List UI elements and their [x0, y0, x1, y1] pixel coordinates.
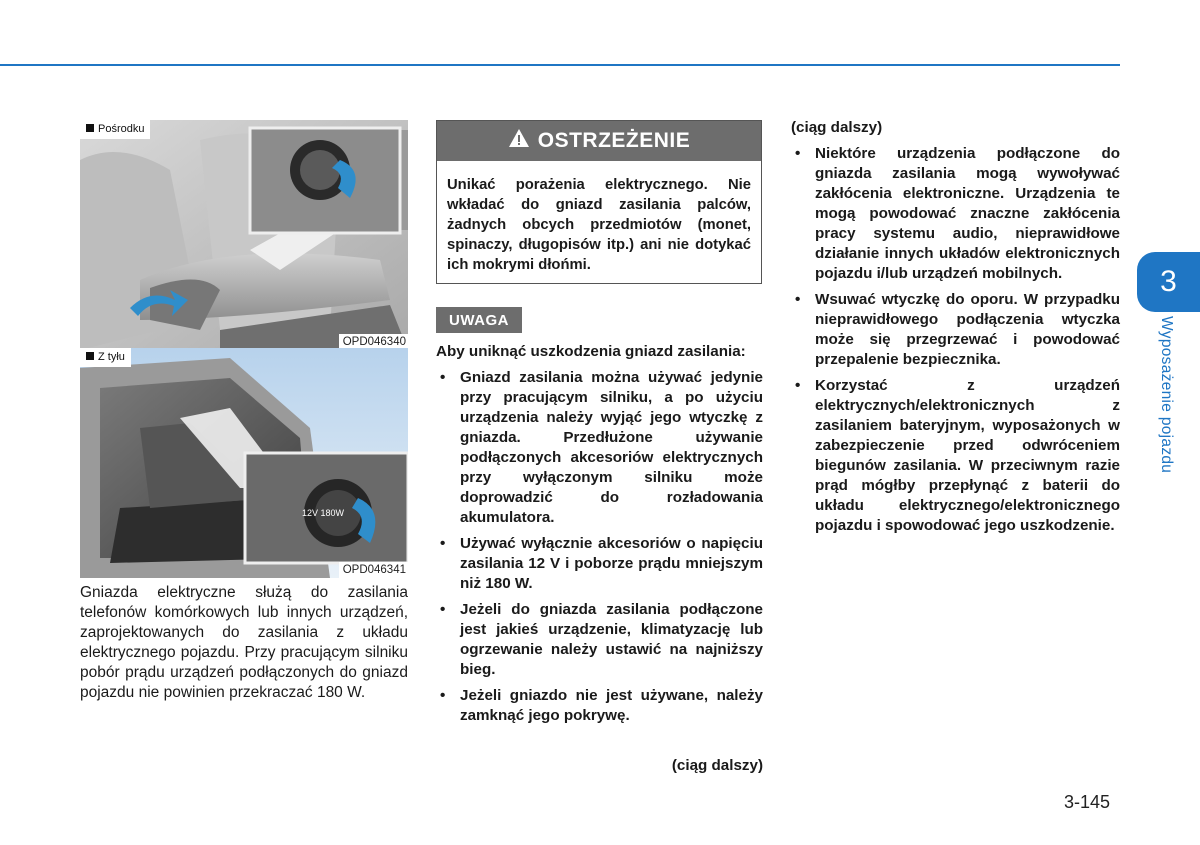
chapter-title: Wyposażenie pojazdu: [1158, 316, 1175, 474]
warning-title: OSTRZEŻENIE: [537, 129, 691, 152]
list-item: • Gniazd zasilania można używać jedynie przy pracującym silniku, a po użyciu urządzenia należy wyjąć jego wtyczkę z gniazda. Przedłużone używanie podłączonych akcesoriów elektrycznych przy wyłączonym silniku może doprowadzić do rozładowania akumulatora.: [436, 368, 763, 528]
chapter-tab: 3: [1137, 252, 1200, 312]
warning-box: [436, 120, 762, 284]
trunk-photo: [80, 348, 408, 578]
figure-tag: Pośrodku: [80, 120, 150, 139]
figure-tag: Z tyłu: [80, 348, 131, 367]
intro-paragraph: Gniazda elektryczne służą do zasilania telefonów komórkowych lub innych urządzeń, zaprojektowanych do zasilania z układu elektrycznego pojazdu. Przy pracującym silniku pobór prądu urządzeń podłączonych do gniazd pojazdu nie powinien przekraczać 180 W.: [80, 584, 408, 701]
console-photo: [80, 120, 408, 350]
warning-header: [437, 121, 761, 161]
continued-marker: (ciąg dalszy): [791, 119, 883, 136]
caution-intro: Aby uniknąć uszkodzenia gniazd zasilania:: [436, 343, 746, 360]
continued-marker: (ciąg dalszy): [671, 757, 763, 774]
warning-triangle-icon: [508, 128, 530, 154]
figure-code: OPD046341: [339, 562, 408, 578]
continuation-list: [791, 144, 1120, 536]
list-item: • Jeżeli gniazdo nie jest używane, należy zamknąć jego pokrywę.: [436, 686, 763, 726]
caution-list: [436, 368, 763, 726]
warning-text: Unikać porażenia elektrycznego. Nie wkładać do gniazd zasilania palców, żadnych obcych przedmiotów (monet, spinaczy, długopisów itp.) ani nie dotykać ich mokrymi dłońmi.: [447, 177, 751, 273]
list-item: • Korzystać z urządzeń elektrycznych/elektronicznych z zasilaniem bateryjnym, wyposażonych w zabezpieczenie przed odwróceniem biegunów zasilania. W przeciwnym razie prąd mógłby przepłynąć z baterii do układu elektrycznego/elektronicznego pojazdu i spowodować jego uszkodzenie.: [791, 376, 1120, 536]
caution-badge: UWAGA: [436, 307, 522, 333]
socket-label: 12V 180W: [302, 508, 345, 518]
caution-section: [436, 342, 763, 732]
list-item: • Używać wyłącznie akcesoriów o napięciu zasilania 12 V i poborze prądu mniejszym niż 180 W.: [436, 534, 763, 594]
header-rule: [0, 64, 1120, 66]
page-number: 3-145: [1064, 792, 1111, 812]
list-item: • Wsuwać wtyczkę do oporu. W przypadku nieprawidłowego podłączenia wtyczka może się przegrzewać i powodować przepalenie bezpiecznika.: [791, 290, 1120, 370]
figure-trunk: [80, 348, 408, 578]
list-item: • Niektóre urządzenia podłączone do gniazda zasilania mogą wywoływać zakłócenia elektroniczne. Urządzenia te mogą powodować znaczne zakłócenia pracy systemu audio, nieprawidłowe działanie innych układów elektronicznych pojazdu i/lub urządzeń mobilnych.: [791, 144, 1120, 284]
list-item: • Jeżeli do gniazda zasilania podłączone jest jakieś urządzenie, klimatyzację lub ogrzewanie należy ustawić na najniższy bieg.: [436, 600, 763, 680]
figure-code: OPD046340: [339, 334, 408, 350]
figure-center-console: [80, 120, 408, 350]
continuation-section: [791, 118, 1120, 542]
